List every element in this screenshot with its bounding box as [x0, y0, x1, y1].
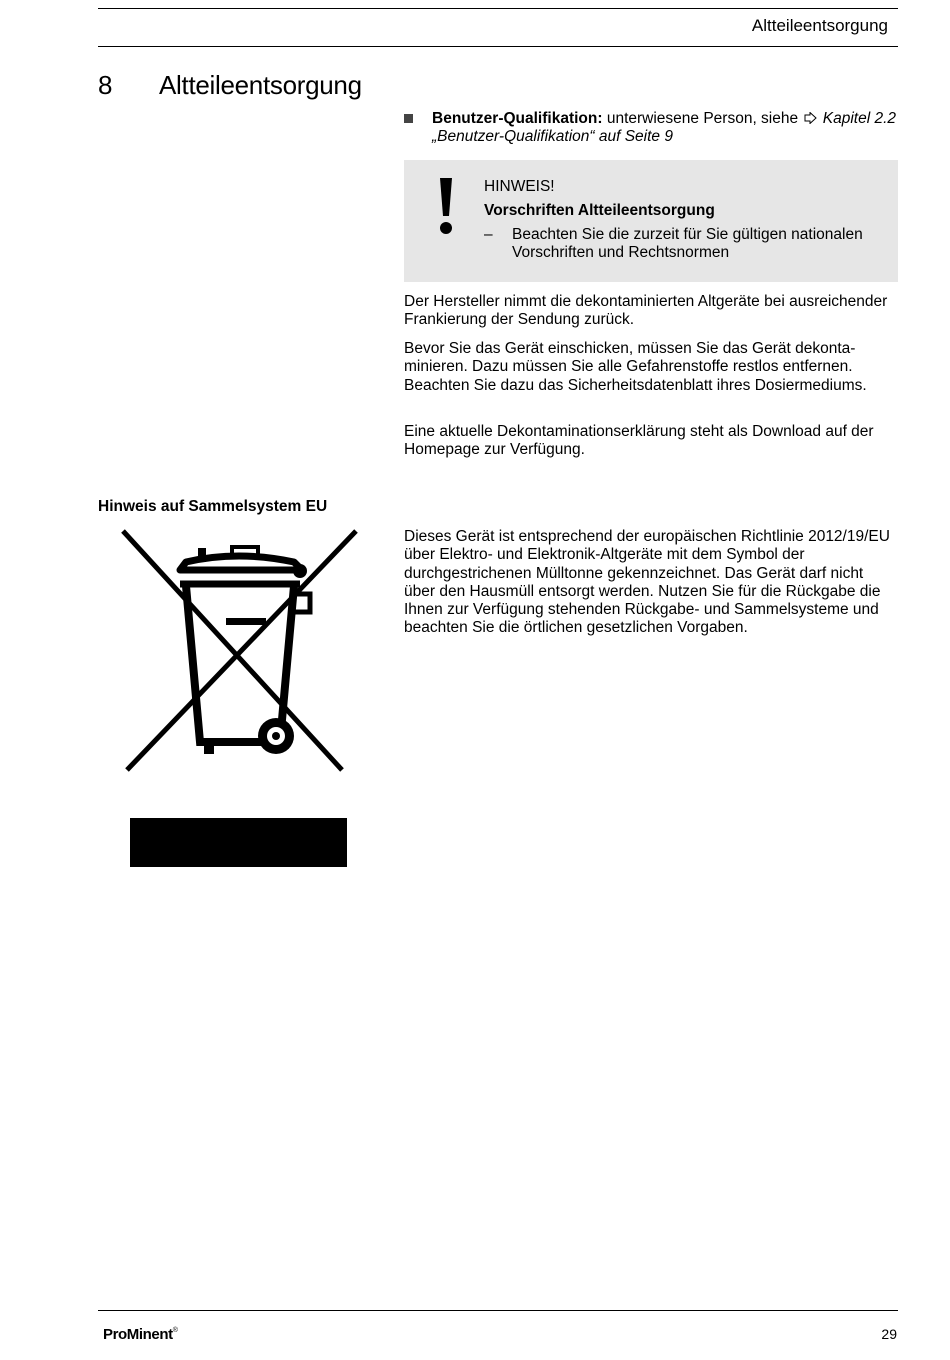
exclamation-icon: [436, 178, 456, 236]
footer-rule: [98, 1310, 898, 1311]
qualification-link[interactable]: Kapitel 2.2 „Benutzer-Qualifikation“ auf Seite 9: [432, 110, 896, 146]
notice-subtitle: Vorschriften Altteileentsorgung: [484, 202, 715, 219]
header-top-rule: [98, 8, 898, 9]
logo-text: ProMinent: [103, 1326, 173, 1343]
square-bullet-icon: [404, 114, 413, 123]
registered-mark: ®: [172, 1327, 178, 1334]
header-bottom-rule: [98, 46, 898, 47]
notice-box: [404, 160, 898, 282]
paragraph-decontaminate: Bevor Sie das Gerät einschicken, müssen Sie das Gerät dekontaminieren. Dazu müssen Sie alle Gefahrenstoffe restlos entfernen. Beachten Sie dazu das Sicherheitsdatenblatt ihres Dosiermediums.: [404, 340, 867, 394]
chapter-title: Altteileentsorgung: [159, 70, 362, 100]
running-header-title: Altteileentsorgung: [751, 16, 888, 35]
notice-title: HINWEIS!: [484, 178, 555, 195]
qualification-label: Benutzer-Qualifikation:: [432, 110, 603, 127]
crossed-out-wheelie-bin-icon: [118, 526, 362, 872]
paragraph-download: Eine aktuelle Dekontaminationserklärung steht als Download auf der Homepage zur Verfügung.: [404, 423, 874, 459]
page-number: 29: [881, 1326, 897, 1342]
notice-dash: –: [484, 226, 493, 243]
user-qualification-item: [404, 110, 898, 147]
qualification-text: unterwiesene Person, siehe: [606, 110, 799, 127]
prominent-logo: [103, 1326, 178, 1343]
reference-arrow-icon: [804, 112, 817, 124]
paragraph-return: Der Hersteller nimmt die dekontaminierten Altgeräte bei ausreichender Frankierung der Sendung zurück.: [404, 293, 888, 329]
eu-collection-heading: Hinweis auf Sammelsystem EU: [98, 498, 328, 515]
notice-text: Beachten Sie die zurzeit für Sie gültigen nationalen Vorschriften und Rechtsnormen: [512, 226, 863, 262]
chapter-number: 8: [98, 70, 113, 100]
eu-collection-text: Dieses Gerät ist entsprechend der europäischen Richtlinie 2012/19/EU über Elektro- und Elektronik-Altgeräte mit dem Symbol der durchgestrichenen Mülltonne gekennzeichnet. Das Gerät darf nicht über den Hausmüll entsorgt werden. Nutzen Sie für die Rückgabe die Ihnen zur Verfügung stehenden Rückgabe- und Sammelsysteme und beachten Sie die örtlichen gesetzlichen Vorgaben.: [404, 528, 890, 637]
